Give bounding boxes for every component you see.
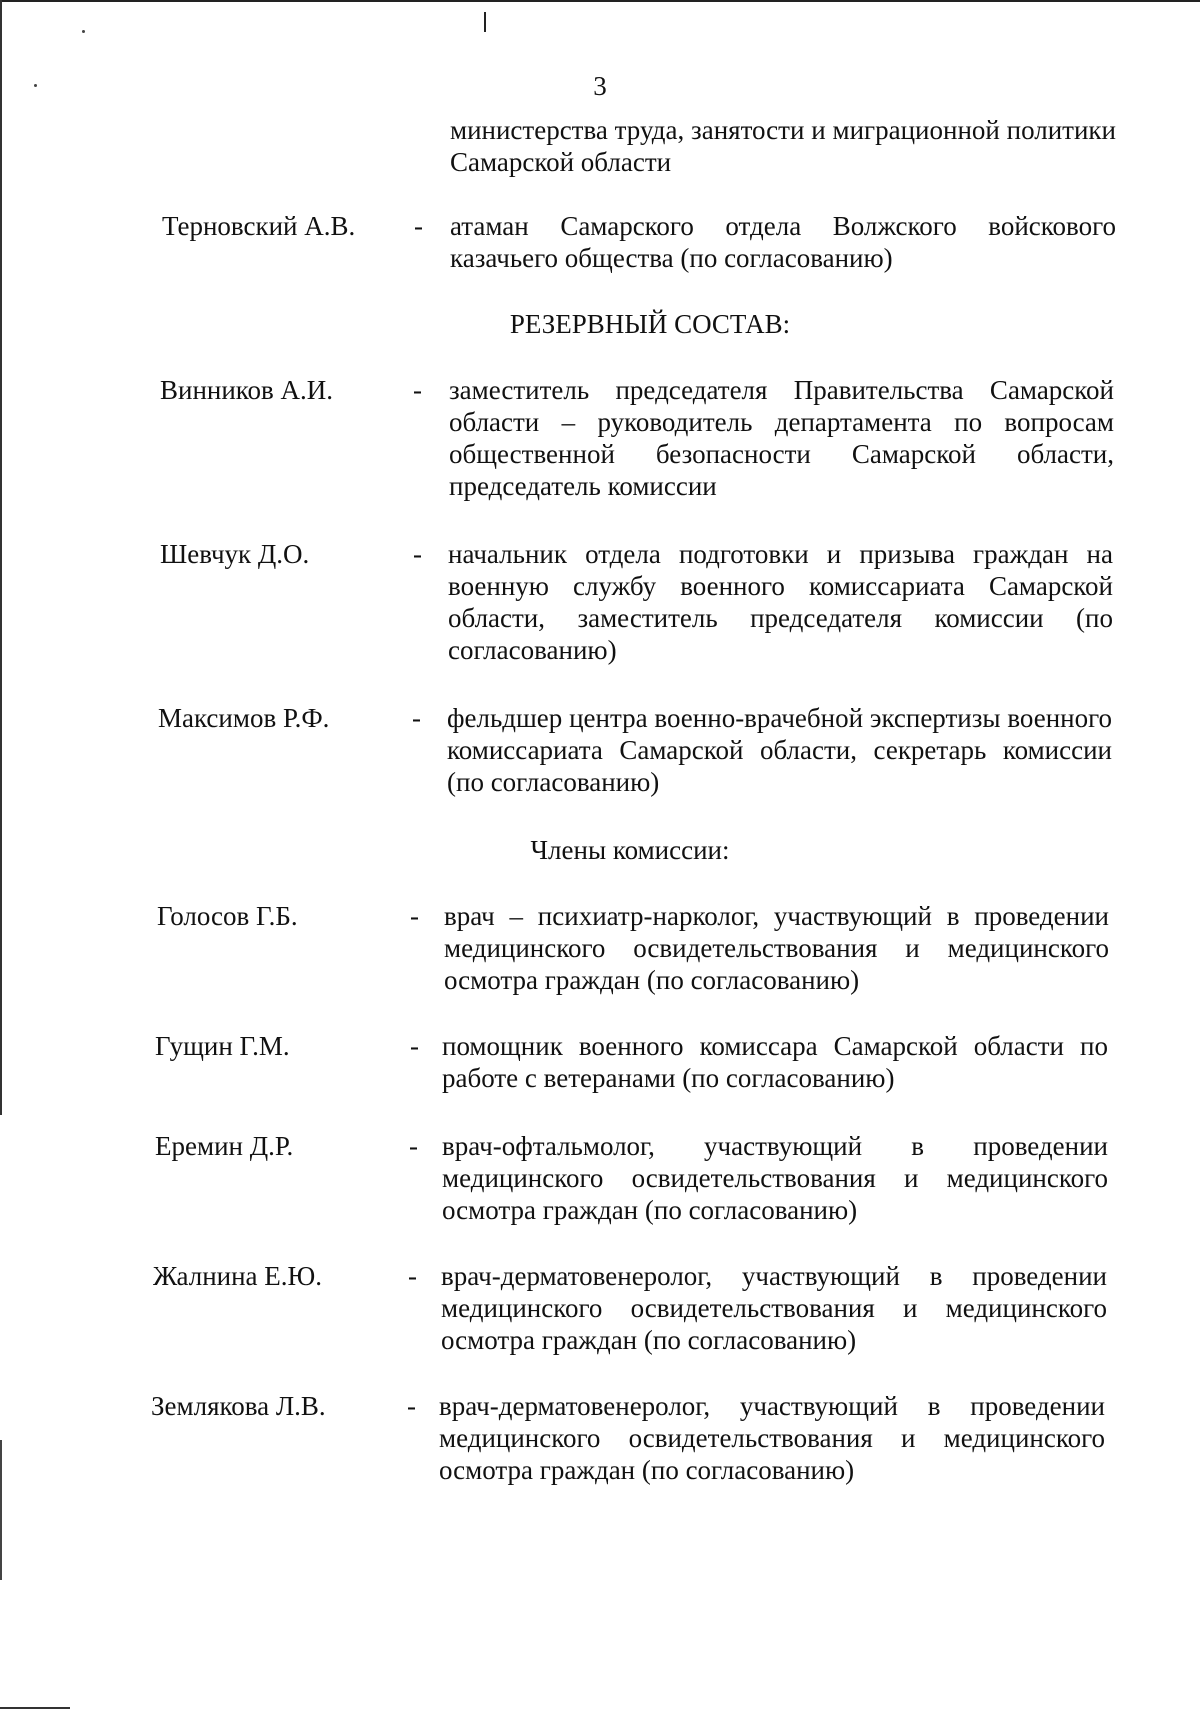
dash: -	[410, 1031, 419, 1061]
scan-edge-top	[0, 0, 1200, 2]
member-name: Винников А.И.	[160, 375, 334, 405]
page-number: 3	[593, 71, 607, 101]
member-name: Максимов Р.Ф.	[158, 703, 330, 733]
member-role: помощник военного комиссара Самарской области по работе с ветеранами (по согласованию)	[442, 1031, 1108, 1093]
scan-edge-left	[0, 0, 2, 1115]
member-role: атаман Самарского отдела Волжского войскового казачьего общества (по согласованию)	[450, 211, 1116, 273]
scan-mark	[484, 12, 486, 32]
dash: -	[409, 1131, 418, 1161]
member-role: врач-дерматовенеролог, участвующий в проведении медицинского освидетельствования и медицинского осмотра граждан (по согласованию)	[441, 1261, 1107, 1355]
scan-edge-left-lower	[0, 1440, 2, 1580]
member-name: Жалнина Е.Ю.	[153, 1261, 323, 1291]
scan-speck	[34, 84, 37, 87]
continued-text: министерства труда, занятости и миграционной политики Самарской области	[450, 115, 1116, 177]
dash: -	[412, 703, 421, 733]
reserve-heading: РЕЗЕРВНЫЙ СОСТАВ:	[509, 309, 791, 339]
member-name: Терновский А.В.	[162, 211, 356, 241]
member-role: врач – психиатр-нарколог, участвующий в проведении медицинского освидетельствования и медицинского осмотра граждан (по согласованию)	[444, 901, 1109, 995]
member-role: заместитель председателя Правительства Самарской области – руководитель департамента по вопросам общественной безопасности Самарской области, председатель комиссии	[449, 375, 1114, 501]
dash: -	[413, 375, 422, 405]
member-name: Голосов Г.Б.	[157, 901, 298, 931]
scan-speck	[82, 30, 85, 33]
members-heading: Члены комиссии:	[530, 835, 730, 865]
member-name: Еремин Д.Р.	[155, 1131, 294, 1161]
member-name: Гущин Г.М.	[155, 1031, 290, 1061]
dash: -	[410, 901, 419, 931]
member-name: Шевчук Д.О.	[160, 539, 310, 569]
member-name: Землякова Л.В.	[151, 1391, 326, 1421]
member-role: начальник отдела подготовки и призыва граждан на военную службу военного комиссариата Самарской области, заместитель председателя комиссии (по согласованию)	[448, 539, 1113, 665]
scan-edge-bottom	[0, 1707, 70, 1709]
dash: -	[414, 211, 423, 241]
dash: -	[413, 539, 422, 569]
member-role: фельдшер центра военно-врачебной экспертизы военного комиссариата Самарской области, секретарь комиссии (по согласованию)	[447, 703, 1112, 797]
dash: -	[408, 1261, 417, 1291]
member-role: врач-дерматовенеролог, участвующий в проведении медицинского освидетельствования и медицинского осмотра граждан (по согласованию)	[439, 1391, 1105, 1485]
member-role: врач-офтальмолог, участвующий в проведении медицинского освидетельствования и медицинского осмотра граждан (по согласованию)	[442, 1131, 1108, 1225]
dash: -	[407, 1391, 416, 1421]
